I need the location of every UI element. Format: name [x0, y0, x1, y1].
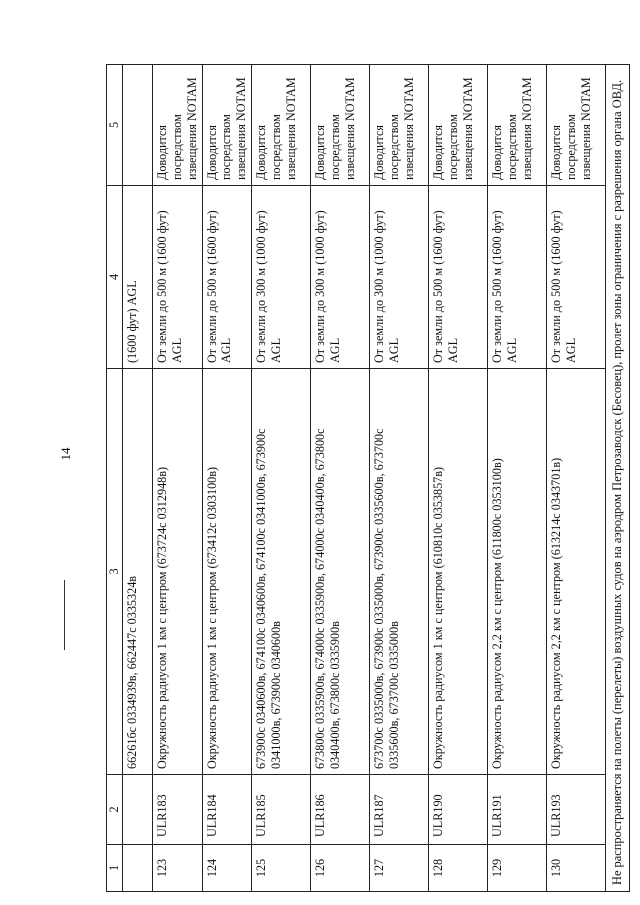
cell-description: 66261бс 0334939в, 662447с 0335324в: [122, 369, 152, 775]
cell-altitude: (1600 фут) AGL: [122, 186, 152, 369]
restricted-zones-table: [106, 64, 630, 892]
cell-notice: Доводится посредством извещения NOTAM: [370, 65, 429, 186]
cell-notice: Доводится посредством извещения NOTAM: [202, 65, 252, 186]
cell-notice: Доводится посредством извещения NOTAM: [311, 65, 370, 186]
cell-altitude: От земли до 300 м (1000 фут) AGL: [252, 186, 311, 369]
cell-description: Окружность радиусом 2,2 км с центром (613214с 0343701в): [547, 369, 606, 775]
table-row: [370, 65, 429, 892]
cell-description: 673800с 0335900в, 674000с 0335900в, 674000с 0340400в, 673800с 0340400в, 673800с 0335900в: [311, 369, 370, 775]
restricted-zones-table-sheet: [106, 65, 625, 892]
cell-code: ULR190: [429, 775, 488, 845]
cell-code: [122, 775, 152, 845]
cell-code: ULR191: [488, 775, 547, 845]
cell-notice: Доводится посредством извещения NOTAM: [488, 65, 547, 186]
cell-number: [122, 845, 152, 892]
table-row: [311, 65, 370, 892]
table-row: [429, 65, 488, 892]
cell-number: 127: [370, 845, 429, 892]
table-row: [547, 65, 606, 892]
cell-number: 130: [547, 845, 606, 892]
cell-description: Окружность радиусом 1 км с центром (610810с 0353857в): [429, 369, 488, 775]
footer-row: [606, 65, 630, 892]
cell-notice: [122, 65, 152, 186]
column-header: 5: [107, 65, 123, 186]
cell-number: 126: [311, 845, 370, 892]
cell-notice: Доводится посредством извещения NOTAM: [252, 65, 311, 186]
table-row: [488, 65, 547, 892]
margin-rule: [64, 580, 65, 650]
cell-number: 125: [252, 845, 311, 892]
cell-altitude: От земли до 300 м (1000 фут) AGL: [311, 186, 370, 369]
column-header: 4: [107, 186, 123, 369]
cell-code: ULR183: [152, 775, 202, 845]
cell-notice: Доводится посредством извещения NOTAM: [152, 65, 202, 186]
page-number: 14: [58, 447, 73, 461]
cell-description: Окружность радиусом 2,2 км с центром (611800с 0353100в): [488, 369, 547, 775]
continuation-row: [122, 65, 152, 892]
cell-number: 123: [152, 845, 202, 892]
column-header: 3: [107, 369, 123, 775]
cell-number: 128: [429, 845, 488, 892]
cell-altitude: От земли до 500 м (1600 фут) AGL: [547, 186, 606, 369]
cell-code: ULR193: [547, 775, 606, 845]
cell-altitude: От земли до 500 м (1600 фут) AGL: [152, 186, 202, 369]
cell-code: ULR184: [202, 775, 252, 845]
cell-notice: Доводится посредством извещения NOTAM: [547, 65, 606, 186]
header-row: [107, 65, 123, 892]
cell-description: 673900с 0340600в, 674100с 0340600в, 674100с 0341000в, 673900с 0341000в, 673900с 0340600в: [252, 369, 311, 775]
cell-number: 124: [202, 845, 252, 892]
cell-code: ULR186: [311, 775, 370, 845]
cell-description: Окружность радиусом 1 км с центром (673724с 0312948в): [152, 369, 202, 775]
cell-description: Окружность радиусом 1 км с центром (673412с 0303100в): [202, 369, 252, 775]
cell-code: ULR185: [252, 775, 311, 845]
cell-altitude: От земли до 500 м (1600 фут) AGL: [429, 186, 488, 369]
cell-number: 129: [488, 845, 547, 892]
column-header: 1: [107, 845, 123, 892]
cell-altitude: От земли до 500 м (1600 фут) AGL: [488, 186, 547, 369]
table-row: [202, 65, 252, 892]
table-row: [152, 65, 202, 892]
cell-description: 673700с 0335000в, 673900с 0335000в, 673900с 0335600в, 673700с 0335600в, 673700с 0335000в: [370, 369, 429, 775]
cell-altitude: От земли до 500 м (1600 фут) AGL: [202, 186, 252, 369]
cell-code: ULR187: [370, 775, 429, 845]
column-header: 2: [107, 775, 123, 845]
cell-altitude: От земли до 300 м (1000 фут) AGL: [370, 186, 429, 369]
footer-note: Не распространяется на полеты (перелеты) воздушных судов на аэродром Петрозаводск (Бесовец), пролет зоны ограничения с разрешения органа ОВД.: [606, 65, 630, 892]
table-row: [252, 65, 311, 892]
cell-notice: Доводится посредством извещения NOTAM: [429, 65, 488, 186]
